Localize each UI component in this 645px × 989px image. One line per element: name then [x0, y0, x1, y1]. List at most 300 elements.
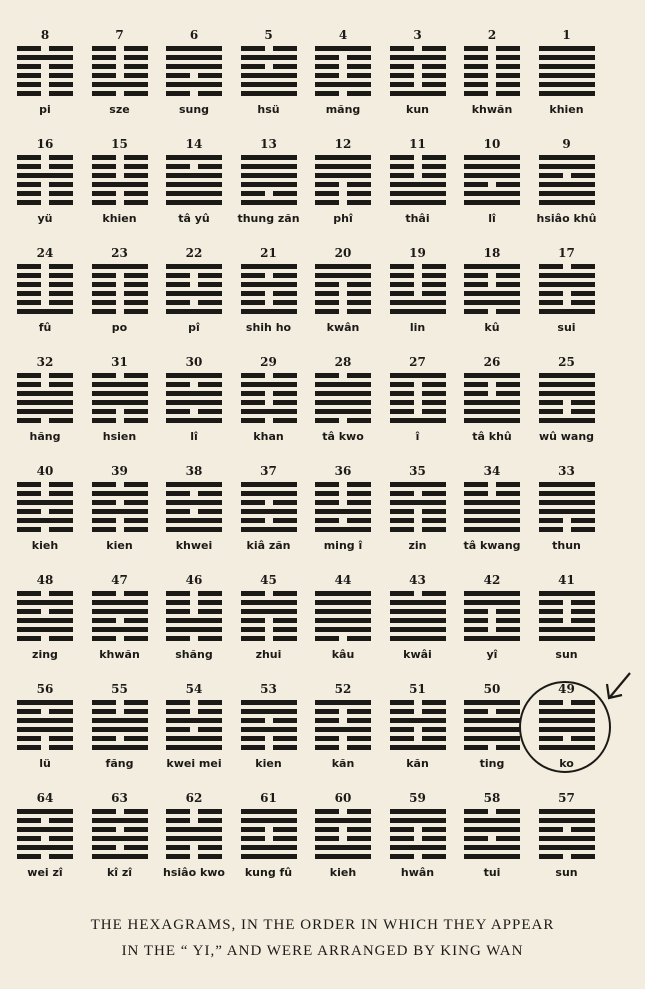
hexagram-lines — [464, 591, 520, 645]
solid-line — [539, 191, 595, 196]
broken-line — [166, 509, 222, 514]
hexagram-lines — [390, 155, 446, 209]
hexagram-56 — [8, 680, 82, 788]
broken-line — [166, 600, 222, 605]
solid-line — [539, 509, 595, 514]
broken-line — [17, 46, 73, 51]
solid-line — [166, 827, 222, 832]
solid-line — [390, 718, 446, 723]
broken-line — [92, 309, 148, 314]
solid-line — [241, 309, 297, 314]
solid-line — [17, 618, 73, 623]
broken-line — [241, 400, 297, 405]
solid-line — [464, 527, 520, 532]
hexagram-11 — [381, 135, 455, 243]
broken-line — [17, 164, 73, 169]
solid-line — [390, 482, 446, 487]
hexagram-61 — [232, 789, 306, 897]
broken-line — [315, 191, 371, 196]
hexagram-number: 38 — [185, 464, 203, 478]
broken-line — [92, 282, 148, 287]
hexagram-number: 9 — [562, 137, 571, 151]
hexagram-lines — [539, 591, 595, 645]
solid-line — [390, 55, 446, 60]
hexagram-name: kieh — [329, 866, 357, 879]
solid-line — [17, 627, 73, 632]
hexagram-name: sui — [557, 321, 576, 334]
solid-line — [464, 827, 520, 832]
hexagram-number: 56 — [36, 682, 54, 696]
solid-line — [315, 818, 371, 823]
broken-line — [92, 300, 148, 305]
solid-line — [539, 309, 595, 314]
solid-line — [464, 518, 520, 523]
solid-line — [315, 727, 371, 732]
hexagram-number: 13 — [260, 137, 277, 151]
hexagram-36 — [306, 462, 380, 570]
hexagram-lines — [17, 373, 73, 427]
solid-line — [17, 409, 73, 414]
hexagram-4 — [306, 26, 380, 134]
hexagram-name: kung fû — [244, 866, 293, 879]
hexagram-name: fû — [38, 321, 52, 334]
hexagram-lines — [92, 700, 148, 754]
solid-line — [92, 818, 148, 823]
hexagram-name: tâ yû — [178, 212, 210, 225]
solid-line — [390, 809, 446, 814]
hexagram-31 — [83, 353, 157, 461]
hexagram-number: 48 — [36, 573, 54, 587]
broken-line — [166, 609, 222, 614]
broken-line — [390, 173, 446, 178]
hexagram-number: 29 — [260, 355, 277, 369]
solid-line — [539, 200, 595, 205]
hexagram-name: zing — [32, 648, 58, 661]
solid-line — [17, 700, 73, 705]
hexagram-lines — [92, 482, 148, 536]
broken-line — [17, 818, 73, 823]
solid-line — [390, 91, 446, 96]
solid-line — [539, 373, 595, 378]
hexagram-lines — [464, 46, 520, 100]
broken-line — [92, 91, 148, 96]
solid-line — [315, 400, 371, 405]
hexagram-name: kiâ zăn — [246, 539, 291, 552]
hexagram-name: kăn — [406, 757, 429, 770]
broken-line — [166, 382, 222, 387]
hexagram-28 — [306, 353, 380, 461]
hexagram-name: khien — [549, 103, 584, 116]
solid-line — [92, 609, 148, 614]
hexagram-name: khwăn — [471, 103, 513, 116]
broken-line — [241, 391, 297, 396]
solid-line — [241, 409, 297, 414]
hexagram-lines — [92, 373, 148, 427]
hexagram-name: kăn — [331, 757, 355, 770]
hexagram-30 — [157, 353, 231, 461]
broken-line — [17, 73, 73, 78]
broken-line — [464, 491, 520, 496]
broken-line — [464, 618, 520, 623]
broken-line — [92, 273, 148, 278]
broken-line — [17, 182, 73, 187]
broken-line — [166, 491, 222, 496]
hexagram-name: î — [415, 430, 420, 443]
solid-line — [539, 46, 595, 51]
broken-line — [241, 64, 297, 69]
solid-line — [464, 191, 520, 196]
broken-line — [390, 509, 446, 514]
solid-line — [241, 182, 297, 187]
solid-line — [539, 382, 595, 387]
broken-line — [539, 264, 595, 269]
solid-line — [539, 82, 595, 87]
solid-line — [17, 391, 73, 396]
hexagram-number: 1 — [562, 28, 571, 42]
hexagram-name: sun — [555, 648, 578, 661]
broken-line — [241, 718, 297, 723]
solid-line — [92, 382, 148, 387]
solid-line — [464, 500, 520, 505]
hexagram-name: khan — [253, 430, 284, 443]
solid-line — [241, 200, 297, 205]
hexagram-lines — [315, 373, 371, 427]
hexagram-38 — [157, 462, 231, 570]
hexagram-10 — [455, 135, 529, 243]
caption-line-1: THE HEXAGRAMS, IN THE ORDER IN WHICH THEY APPEAR — [90, 917, 555, 933]
hexagram-23 — [83, 244, 157, 352]
hexagram-8 — [8, 26, 82, 134]
hexagram-20 — [306, 244, 380, 352]
hexagram-name: sun — [555, 866, 578, 879]
solid-line — [315, 164, 371, 169]
solid-line — [315, 854, 371, 859]
solid-line — [390, 618, 446, 623]
hexagram-5 — [232, 26, 306, 134]
hexagram-lines — [539, 809, 595, 863]
hexagram-name: kwân — [326, 321, 360, 334]
broken-line — [166, 591, 222, 596]
broken-line — [464, 482, 520, 487]
solid-line — [539, 482, 595, 487]
broken-line — [390, 155, 446, 160]
hexagram-number: 40 — [36, 464, 54, 478]
hexagram-name: shih ho — [245, 321, 292, 334]
solid-line — [17, 400, 73, 405]
solid-line — [464, 373, 520, 378]
solid-line — [539, 91, 595, 96]
hexagram-46 — [157, 571, 231, 679]
broken-line — [315, 182, 371, 187]
hexagram-name: kien — [255, 757, 282, 770]
solid-line — [315, 509, 371, 514]
broken-line — [92, 527, 148, 532]
hexagram-lines — [241, 264, 297, 318]
solid-line — [166, 527, 222, 532]
broken-line — [166, 854, 222, 859]
broken-line — [17, 82, 73, 87]
hexagram-name: thun — [552, 539, 581, 552]
hexagram-name: lü — [39, 757, 51, 770]
solid-line — [539, 391, 595, 396]
hexagram-41 — [530, 571, 604, 679]
hexagram-number: 37 — [260, 464, 277, 478]
hexagram-13 — [232, 135, 306, 243]
hexagram-name: zin — [408, 539, 427, 552]
solid-line — [539, 636, 595, 641]
broken-line — [539, 400, 595, 405]
hexagram-number: 58 — [483, 791, 501, 805]
broken-line — [17, 736, 73, 741]
solid-line — [241, 282, 297, 287]
solid-line — [315, 618, 371, 623]
broken-line — [241, 291, 297, 296]
broken-line — [390, 709, 446, 714]
broken-line — [92, 636, 148, 641]
hexagram-34 — [455, 462, 529, 570]
broken-line — [464, 73, 520, 78]
hexagram-number: 5 — [264, 28, 273, 42]
broken-line — [315, 282, 371, 287]
broken-line — [17, 382, 73, 387]
hexagram-number: 6 — [189, 28, 199, 42]
broken-line — [166, 709, 222, 714]
solid-line — [315, 845, 371, 850]
solid-line — [17, 727, 73, 732]
solid-line — [464, 600, 520, 605]
solid-line — [539, 282, 595, 287]
hexagram-lines — [17, 809, 73, 863]
hexagram-number: 28 — [334, 355, 352, 369]
broken-line — [241, 627, 297, 632]
solid-line — [241, 73, 297, 78]
hexagram-name: făng — [105, 757, 134, 770]
broken-line — [241, 500, 297, 505]
solid-line — [539, 627, 595, 632]
solid-line — [166, 200, 222, 205]
hexagram-name: sung — [178, 103, 210, 116]
solid-line — [539, 55, 595, 60]
broken-line — [390, 64, 446, 69]
hexagram-59 — [381, 789, 455, 897]
highlight-circle — [519, 681, 611, 773]
solid-line — [315, 82, 371, 87]
hexagram-number: 52 — [334, 682, 352, 696]
solid-line — [390, 300, 446, 305]
hexagram-number: 54 — [185, 682, 203, 696]
hexagram-number: 36 — [334, 464, 352, 478]
hexagram-number: 53 — [260, 682, 277, 696]
hexagram-18 — [455, 244, 529, 352]
hexagram-name: kwâi — [403, 648, 432, 661]
hexagram-name: kâu — [331, 648, 355, 661]
broken-line — [464, 836, 520, 841]
broken-line — [315, 736, 371, 741]
solid-line — [241, 173, 297, 178]
hexagram-lines — [464, 155, 520, 209]
solid-line — [166, 191, 222, 196]
broken-line — [92, 164, 148, 169]
broken-line — [315, 200, 371, 205]
broken-line — [92, 373, 148, 378]
solid-line — [166, 745, 222, 750]
solid-line — [315, 264, 371, 269]
hexagram-name: hăng — [29, 430, 61, 443]
solid-line — [17, 600, 73, 605]
hexagram-lines — [315, 591, 371, 645]
pointer-arrow-icon — [604, 670, 634, 704]
hexagram-lines — [92, 591, 148, 645]
hexagram-number: 14 — [185, 137, 203, 151]
hexagram-lines — [92, 155, 148, 209]
broken-line — [464, 273, 520, 278]
broken-line — [17, 491, 73, 496]
solid-line — [17, 809, 73, 814]
broken-line — [315, 836, 371, 841]
hexagram-number: 60 — [334, 791, 352, 805]
broken-line — [390, 591, 446, 596]
solid-line — [390, 600, 446, 605]
hexagram-lines — [17, 264, 73, 318]
hexagram-number: 59 — [409, 791, 426, 805]
hexagram-name: khwei — [175, 539, 213, 552]
broken-line — [390, 391, 446, 396]
solid-line — [166, 618, 222, 623]
solid-line — [464, 818, 520, 823]
broken-line — [390, 836, 446, 841]
broken-line — [166, 164, 222, 169]
solid-line — [241, 382, 297, 387]
hexagram-12 — [306, 135, 380, 243]
broken-line — [241, 418, 297, 423]
solid-line — [241, 709, 297, 714]
solid-line — [241, 818, 297, 823]
solid-line — [315, 700, 371, 705]
broken-line — [166, 700, 222, 705]
broken-line — [390, 46, 446, 51]
hexagram-number: 55 — [111, 682, 128, 696]
solid-line — [390, 636, 446, 641]
broken-line — [315, 636, 371, 641]
solid-line — [92, 264, 148, 269]
solid-line — [464, 700, 520, 705]
broken-line — [390, 409, 446, 414]
solid-line — [315, 391, 371, 396]
broken-line — [464, 809, 520, 814]
hexagram-24 — [8, 244, 82, 352]
solid-line — [539, 164, 595, 169]
solid-line — [92, 509, 148, 514]
hexagram-number: 12 — [334, 137, 352, 151]
solid-line — [166, 309, 222, 314]
broken-line — [166, 282, 222, 287]
broken-line — [92, 709, 148, 714]
solid-line — [390, 627, 446, 632]
hexagram-lines — [241, 700, 297, 754]
hexagram-number: 3 — [413, 28, 422, 42]
broken-line — [539, 600, 595, 605]
broken-line — [464, 64, 520, 69]
hexagram-lines — [390, 700, 446, 754]
hexagram-60 — [306, 789, 380, 897]
broken-line — [539, 618, 595, 623]
solid-line — [166, 418, 222, 423]
solid-line — [539, 182, 595, 187]
solid-line — [464, 264, 520, 269]
hexagram-lines — [166, 373, 222, 427]
hexagram-number: 49 — [558, 682, 575, 696]
solid-line — [241, 600, 297, 605]
hexagram-number: 2 — [487, 28, 497, 42]
hexagram-name: yü — [37, 212, 53, 225]
broken-line — [315, 64, 371, 69]
hexagram-lines — [315, 482, 371, 536]
solid-line — [17, 718, 73, 723]
hexagram-lines — [17, 700, 73, 754]
hexagram-lines — [390, 264, 446, 318]
broken-line — [92, 700, 148, 705]
broken-line — [464, 609, 520, 614]
solid-line — [464, 400, 520, 405]
hexagram-54 — [157, 680, 231, 788]
solid-line — [17, 518, 73, 523]
hexagram-name: ming î — [323, 539, 363, 552]
solid-line — [464, 164, 520, 169]
broken-line — [464, 46, 520, 51]
hexagram-name: lî — [190, 430, 198, 443]
hexagram-19 — [381, 244, 455, 352]
broken-line — [315, 373, 371, 378]
solid-line — [92, 400, 148, 405]
hexagram-name: hwân — [400, 866, 435, 879]
solid-line — [464, 300, 520, 305]
hexagram-number: 8 — [40, 28, 50, 42]
solid-line — [241, 164, 297, 169]
broken-line — [464, 627, 520, 632]
hexagram-number: 42 — [483, 573, 501, 587]
hexagram-37 — [232, 462, 306, 570]
broken-line — [92, 46, 148, 51]
broken-line — [92, 809, 148, 814]
broken-line — [17, 509, 73, 514]
broken-line — [315, 91, 371, 96]
solid-line — [539, 491, 595, 496]
hexagram-lines — [315, 46, 371, 100]
hexagram-name: pi — [39, 103, 51, 116]
solid-line — [539, 64, 595, 69]
broken-line — [92, 155, 148, 160]
solid-line — [464, 591, 520, 596]
solid-line — [539, 591, 595, 596]
hexagram-55 — [83, 680, 157, 788]
solid-line — [92, 727, 148, 732]
broken-line — [539, 827, 595, 832]
solid-line — [17, 173, 73, 178]
broken-line — [390, 264, 446, 269]
hexagram-lines — [539, 46, 595, 100]
broken-line — [390, 491, 446, 496]
hexagram-35 — [381, 462, 455, 570]
broken-line — [166, 409, 222, 414]
broken-line — [92, 291, 148, 296]
broken-line — [390, 727, 446, 732]
solid-line — [315, 273, 371, 278]
hexagram-lines — [464, 373, 520, 427]
hexagram-number: 57 — [558, 791, 575, 805]
broken-line — [92, 618, 148, 623]
hexagram-29 — [232, 353, 306, 461]
broken-line — [390, 854, 446, 859]
